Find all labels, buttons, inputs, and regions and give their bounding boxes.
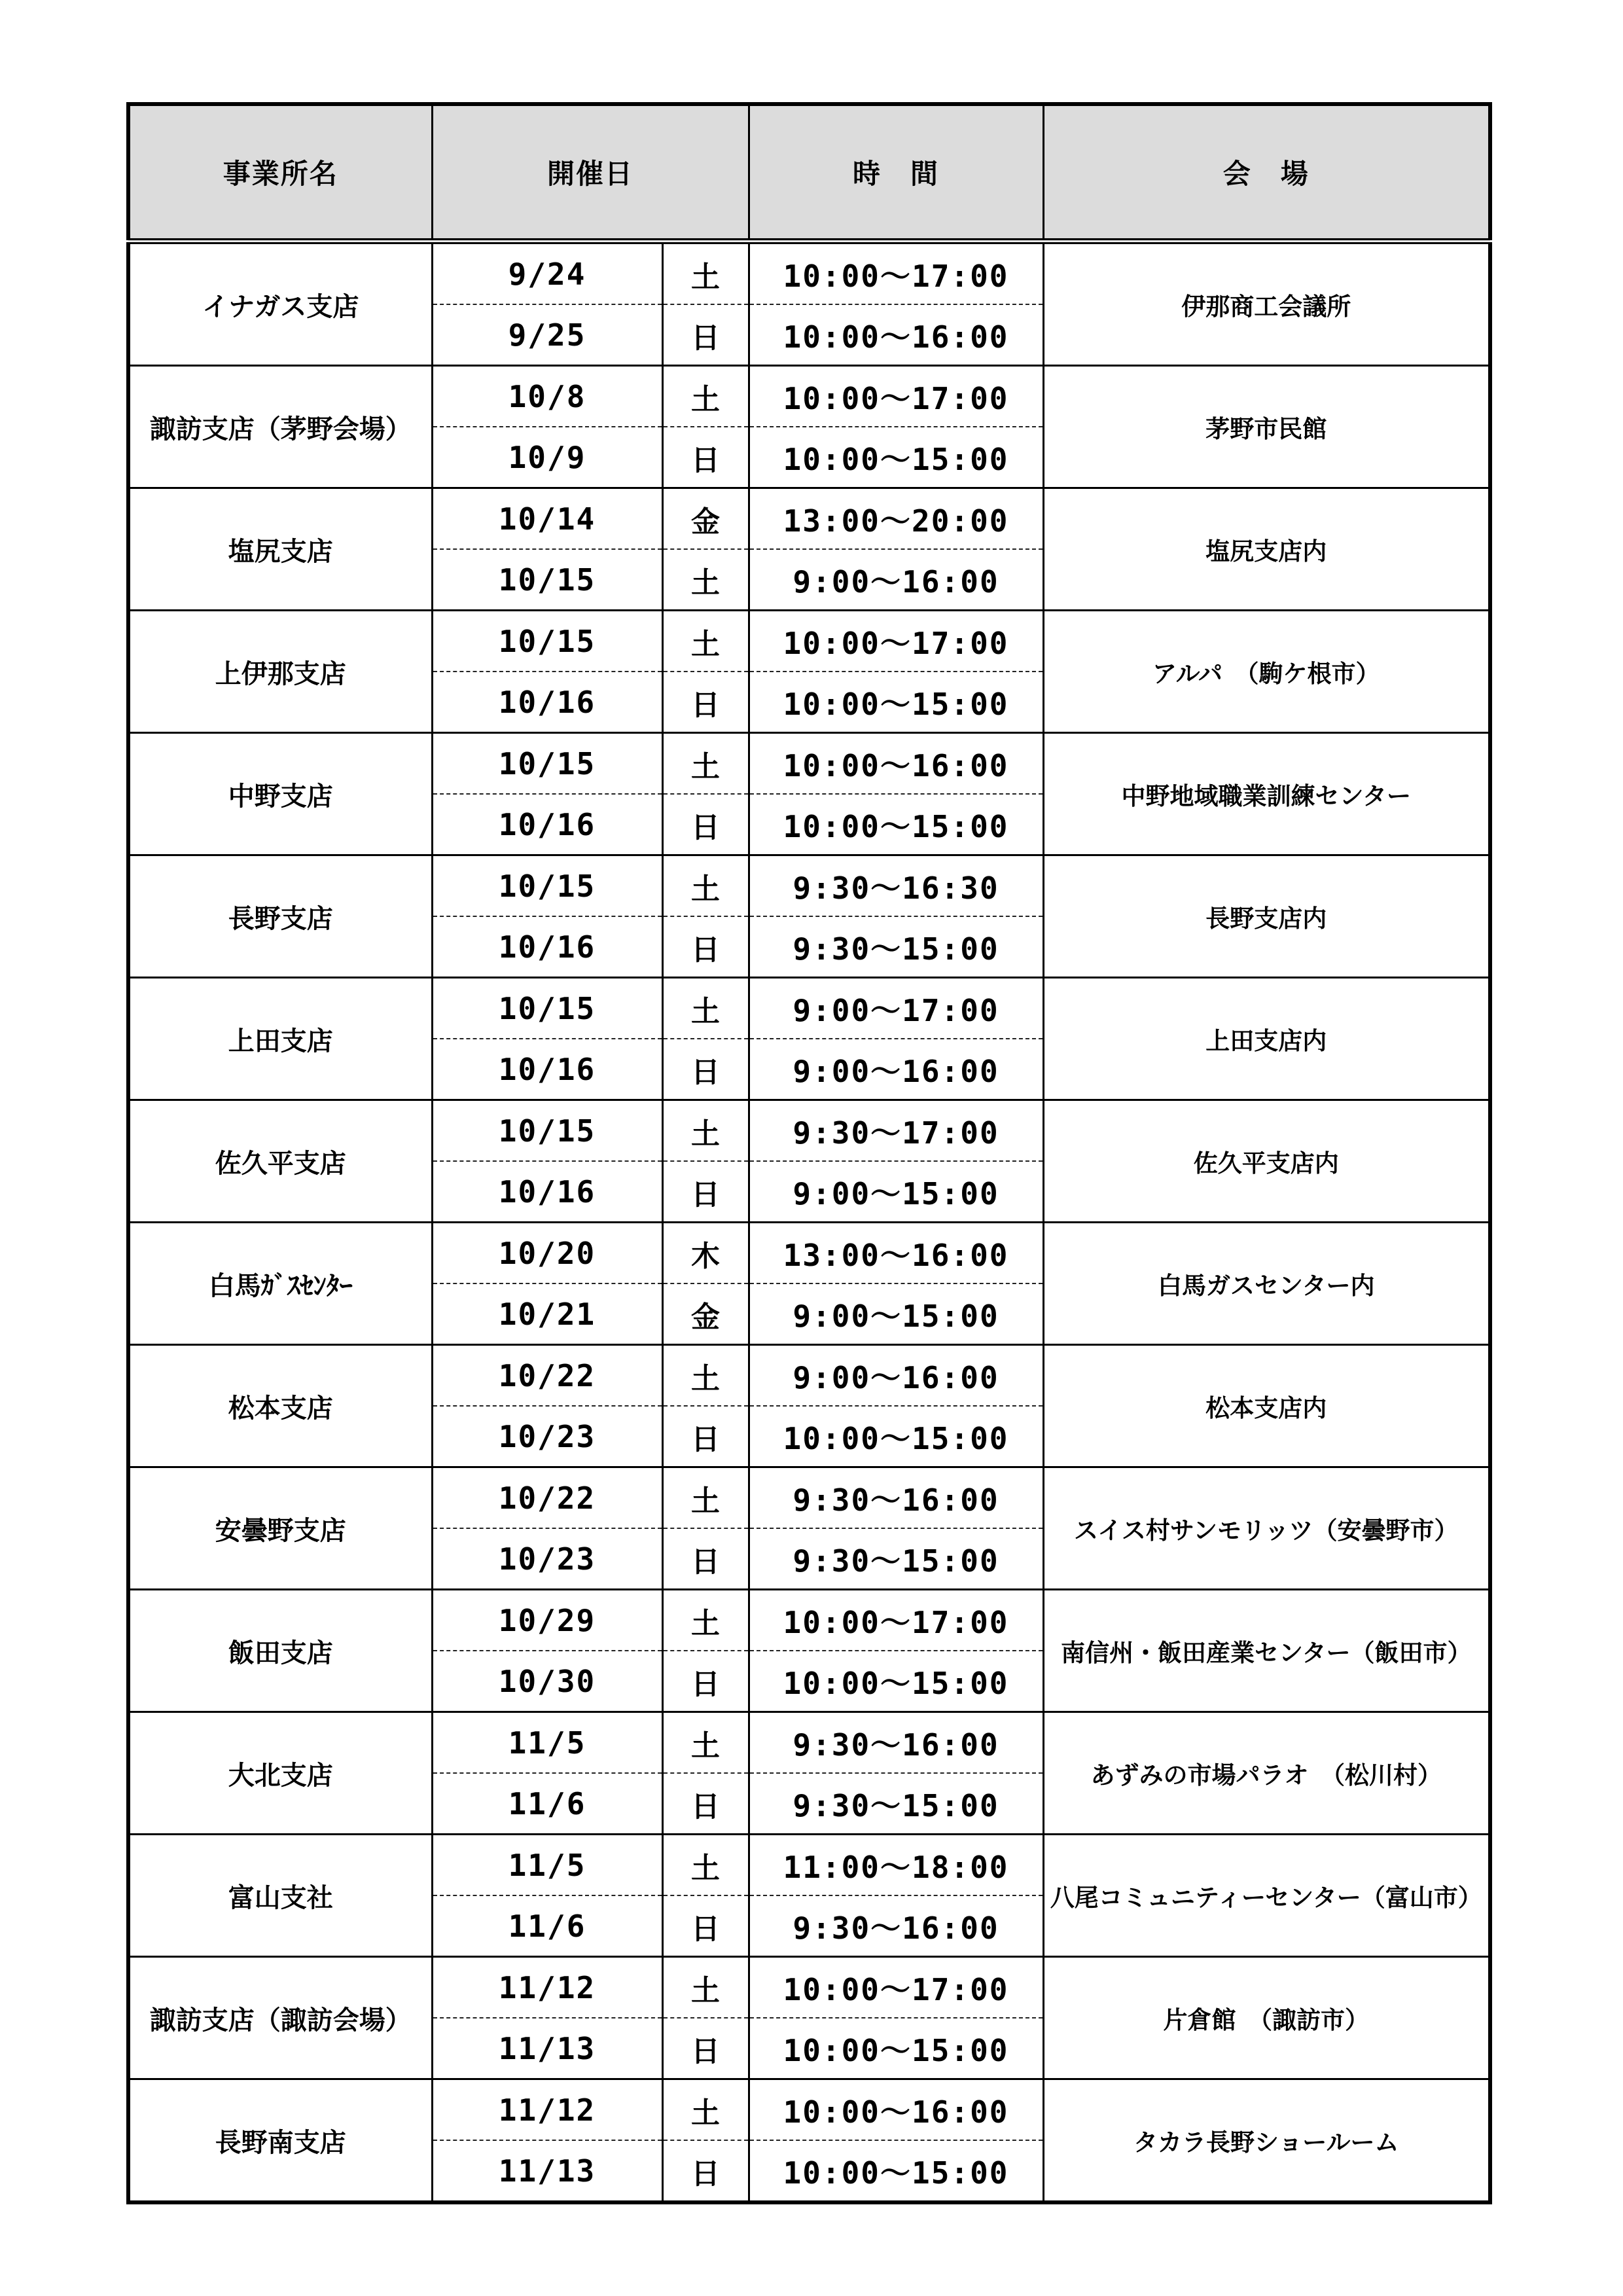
- event-date: 10/15: [432, 978, 662, 1039]
- table-row: [128, 1590, 1490, 1651]
- office-name: 飯田支店: [128, 1590, 432, 1712]
- header-time: 時 間: [749, 104, 1043, 242]
- event-date: 10/16: [432, 1039, 662, 1100]
- day-of-week: 土: [662, 1712, 749, 1774]
- event-time: 10:00～15:00: [749, 2018, 1043, 2079]
- event-time: 9:30～15:00: [749, 1773, 1043, 1835]
- office-name: 諏訪支店（茅野会場）: [128, 366, 432, 488]
- table-row: [128, 855, 1490, 917]
- day-of-week: 土: [662, 549, 749, 611]
- venue-name: あずみの市場パラオ （松川村）: [1043, 1712, 1490, 1835]
- event-time: 9:30～17:00: [749, 1100, 1043, 1162]
- event-date: 10/9: [432, 427, 662, 488]
- table-row: [128, 1100, 1490, 1162]
- table-row: [128, 733, 1490, 795]
- event-time: 9:30～16:30: [749, 855, 1043, 917]
- day-of-week: 土: [662, 611, 749, 672]
- venue-name: アルパ （駒ケ根市）: [1043, 611, 1490, 733]
- table-row: [128, 1712, 1490, 1774]
- day-of-week: 日: [662, 1773, 749, 1835]
- event-time: 10:00～15:00: [749, 1651, 1043, 1712]
- event-date: 10/23: [432, 1528, 662, 1590]
- venue-name: スイス村サンモリッツ（安曇野市）: [1043, 1467, 1490, 1590]
- venue-name: 茅野市民館: [1043, 366, 1490, 488]
- office-name: 白馬ｶﾞｽｾﾝﾀｰ: [128, 1223, 432, 1345]
- event-date: 10/14: [432, 488, 662, 550]
- table-row: [128, 1345, 1490, 1407]
- event-date: 9/25: [432, 304, 662, 366]
- venue-name: 南信州・飯田産業センター（飯田市）: [1043, 1590, 1490, 1712]
- event-date: 10/21: [432, 1283, 662, 1345]
- event-date: 11/13: [432, 2140, 662, 2202]
- event-time: 10:00～16:00: [749, 733, 1043, 795]
- event-date: 11/6: [432, 1773, 662, 1835]
- office-name: 長野南支店: [128, 2079, 432, 2203]
- event-date: 10/15: [432, 549, 662, 611]
- event-time: 10:00～15:00: [749, 427, 1043, 488]
- day-of-week: 土: [662, 1100, 749, 1162]
- office-name: 松本支店: [128, 1345, 432, 1467]
- header-date: 開催日: [432, 104, 749, 242]
- day-of-week: 日: [662, 794, 749, 855]
- event-date: 10/15: [432, 1100, 662, 1162]
- event-time: 10:00～15:00: [749, 672, 1043, 733]
- day-of-week: 日: [662, 672, 749, 733]
- day-of-week: 土: [662, 1345, 749, 1407]
- day-of-week: 土: [662, 1957, 749, 2018]
- office-name: 中野支店: [128, 733, 432, 855]
- table-row: [128, 1835, 1490, 1896]
- event-date: 10/16: [432, 916, 662, 978]
- table-row: [128, 242, 1490, 305]
- day-of-week: 日: [662, 916, 749, 978]
- event-time: 10:00～16:00: [749, 2079, 1043, 2141]
- event-time: 10:00～15:00: [749, 794, 1043, 855]
- day-of-week: 金: [662, 1283, 749, 1345]
- table-row: [128, 2079, 1490, 2141]
- venue-name: 塩尻支店内: [1043, 488, 1490, 611]
- header-row: [128, 104, 1490, 242]
- day-of-week: 土: [662, 1467, 749, 1529]
- office-name: イナガス支店: [128, 242, 432, 366]
- day-of-week: 日: [662, 427, 749, 488]
- office-name: 佐久平支店: [128, 1100, 432, 1223]
- event-date: 9/24: [432, 242, 662, 305]
- table-row: [128, 1223, 1490, 1284]
- table-row: [128, 1467, 1490, 1529]
- day-of-week: 土: [662, 733, 749, 795]
- venue-name: 八尾コミュニティーセンター（富山市）: [1043, 1835, 1490, 1957]
- event-date: 10/22: [432, 1345, 662, 1407]
- event-date: 11/13: [432, 2018, 662, 2079]
- office-name: 上伊那支店: [128, 611, 432, 733]
- day-of-week: 日: [662, 1406, 749, 1467]
- day-of-week: 土: [662, 2079, 749, 2141]
- office-name: 塩尻支店: [128, 488, 432, 611]
- event-time: 10:00～17:00: [749, 611, 1043, 672]
- day-of-week: 木: [662, 1223, 749, 1284]
- event-time: 11:00～18:00: [749, 1835, 1043, 1896]
- event-time: 9:00～16:00: [749, 549, 1043, 611]
- day-of-week: 土: [662, 366, 749, 427]
- venue-name: 松本支店内: [1043, 1345, 1490, 1467]
- event-time: 10:00～16:00: [749, 304, 1043, 366]
- event-date: 11/6: [432, 1895, 662, 1957]
- venue-name: 上田支店内: [1043, 978, 1490, 1100]
- office-name: 長野支店: [128, 855, 432, 978]
- day-of-week: 日: [662, 1161, 749, 1223]
- event-time: 10:00～17:00: [749, 242, 1043, 305]
- event-date: 10/15: [432, 611, 662, 672]
- event-date: 11/12: [432, 1957, 662, 2018]
- day-of-week: 日: [662, 304, 749, 366]
- event-time: 10:00～17:00: [749, 366, 1043, 427]
- event-date: 10/29: [432, 1590, 662, 1651]
- day-of-week: 土: [662, 1835, 749, 1896]
- event-time: 9:00～16:00: [749, 1039, 1043, 1100]
- event-time: 10:00～17:00: [749, 1590, 1043, 1651]
- event-time: 10:00～17:00: [749, 1957, 1043, 2018]
- event-time: 9:30～15:00: [749, 1528, 1043, 1590]
- table-row: [128, 1957, 1490, 2018]
- event-time: 9:00～15:00: [749, 1283, 1043, 1345]
- event-time: 9:30～16:00: [749, 1712, 1043, 1774]
- office-name: 大北支店: [128, 1712, 432, 1835]
- venue-name: 片倉館 （諏訪市）: [1043, 1957, 1490, 2079]
- table-row: [128, 978, 1490, 1039]
- event-date: 10/22: [432, 1467, 662, 1529]
- office-name: 安曇野支店: [128, 1467, 432, 1590]
- office-name: 諏訪支店（諏訪会場）: [128, 1957, 432, 2079]
- event-time: 9:30～16:00: [749, 1895, 1043, 1957]
- day-of-week: 土: [662, 978, 749, 1039]
- venue-name: 佐久平支店内: [1043, 1100, 1490, 1223]
- venue-name: タカラ長野ショールーム: [1043, 2079, 1490, 2203]
- day-of-week: 日: [662, 1528, 749, 1590]
- event-date: 10/23: [432, 1406, 662, 1467]
- event-date: 10/20: [432, 1223, 662, 1284]
- event-time: 10:00～15:00: [749, 1406, 1043, 1467]
- day-of-week: 金: [662, 488, 749, 550]
- venue-name: 長野支店内: [1043, 855, 1490, 978]
- event-time: 9:30～16:00: [749, 1467, 1043, 1529]
- event-date: 10/16: [432, 1161, 662, 1223]
- event-date: 10/8: [432, 366, 662, 427]
- event-date: 10/30: [432, 1651, 662, 1712]
- day-of-week: 日: [662, 2140, 749, 2202]
- event-time: 10:00～15:00: [749, 2140, 1043, 2202]
- header-venue: 会 場: [1043, 104, 1490, 242]
- event-time: 9:30～15:00: [749, 916, 1043, 978]
- office-name: 上田支店: [128, 978, 432, 1100]
- day-of-week: 日: [662, 1651, 749, 1712]
- event-time: 13:00～20:00: [749, 488, 1043, 550]
- event-time: 9:00～15:00: [749, 1161, 1043, 1223]
- day-of-week: 日: [662, 1039, 749, 1100]
- table-row: [128, 488, 1490, 550]
- event-date: 11/5: [432, 1835, 662, 1896]
- schedule-body: [128, 242, 1490, 2203]
- table-row: [128, 366, 1490, 427]
- event-time: 13:00～16:00: [749, 1223, 1043, 1284]
- day-of-week: 土: [662, 855, 749, 917]
- venue-name: 伊那商工会議所: [1043, 242, 1490, 366]
- event-date: 10/16: [432, 794, 662, 855]
- event-date: 10/16: [432, 672, 662, 733]
- day-of-week: 土: [662, 1590, 749, 1651]
- venue-name: 白馬ガスセンター内: [1043, 1223, 1490, 1345]
- table-row: [128, 611, 1490, 672]
- day-of-week: 日: [662, 1895, 749, 1957]
- event-date: 10/15: [432, 855, 662, 917]
- day-of-week: 土: [662, 242, 749, 305]
- header-office: 事業所名: [128, 104, 432, 242]
- event-time: 9:00～17:00: [749, 978, 1043, 1039]
- event-date: 10/15: [432, 733, 662, 795]
- schedule-table: [126, 102, 1492, 2204]
- event-date: 11/12: [432, 2079, 662, 2141]
- event-date: 11/5: [432, 1712, 662, 1774]
- office-name: 富山支社: [128, 1835, 432, 1957]
- venue-name: 中野地域職業訓練センター: [1043, 733, 1490, 855]
- event-time: 9:00～16:00: [749, 1345, 1043, 1407]
- day-of-week: 日: [662, 2018, 749, 2079]
